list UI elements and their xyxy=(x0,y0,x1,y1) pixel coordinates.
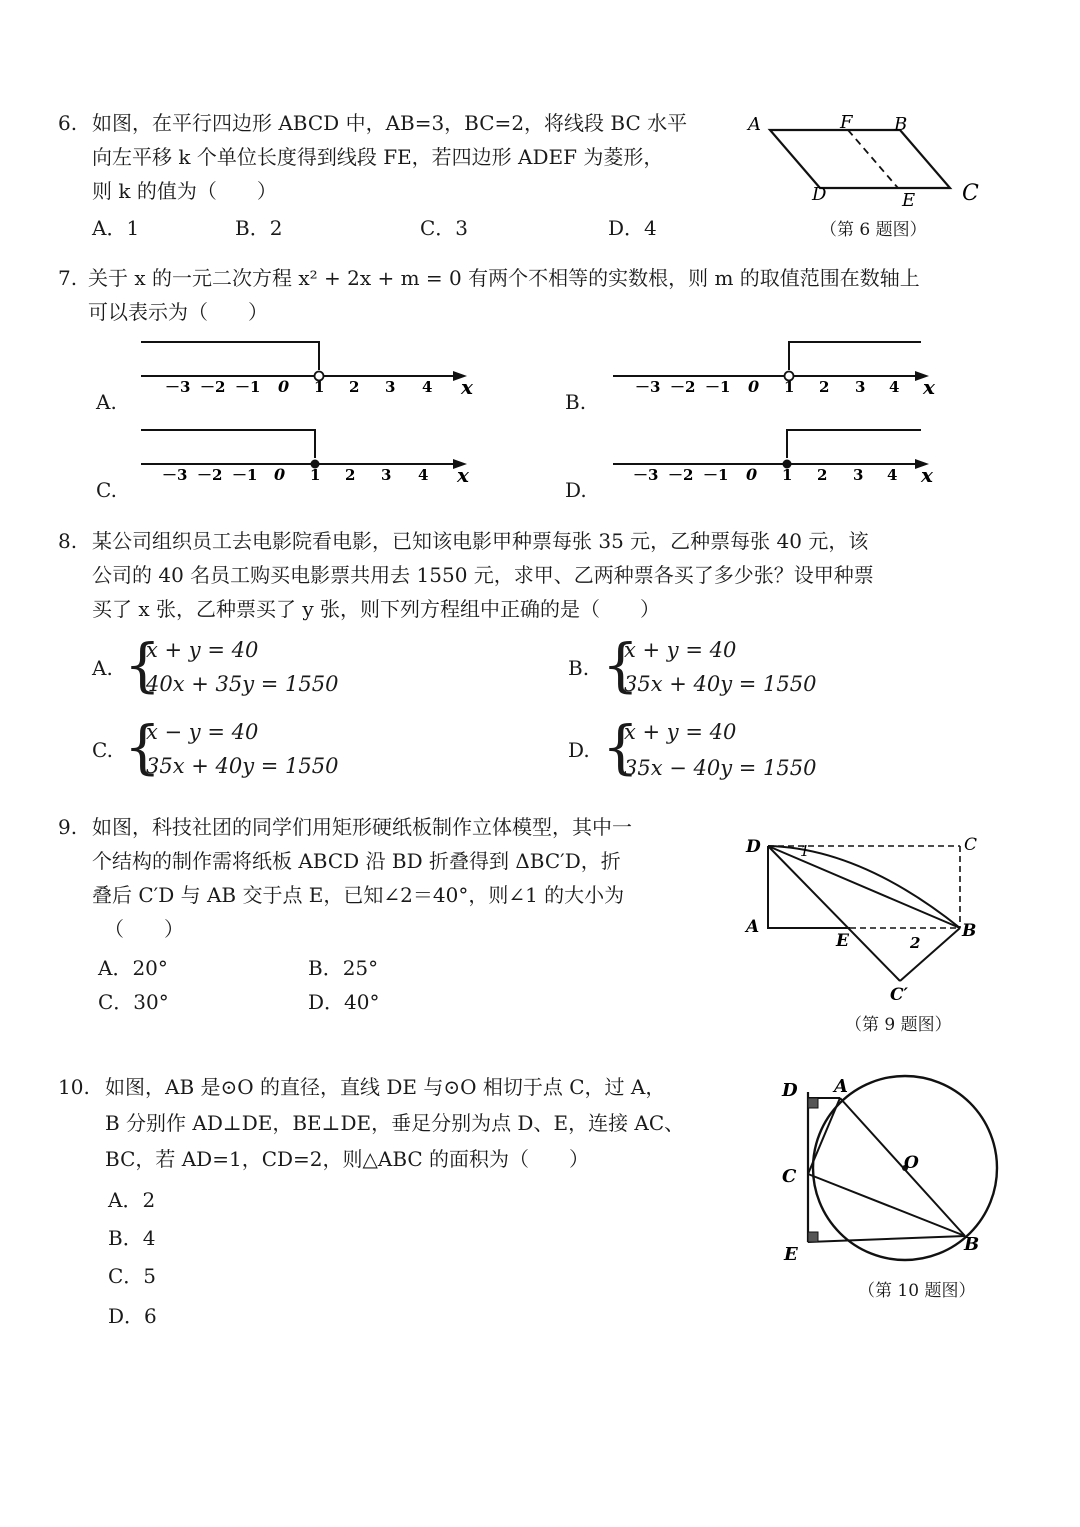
q6-caption: （第 6 题图） xyxy=(820,220,927,240)
q9-caption: （第 9 题图） xyxy=(845,1015,952,1035)
q6-number: 6. xyxy=(58,111,78,135)
q6-segment-fe xyxy=(848,130,898,188)
q8-b-eq2: 35x + 40y = 1550 xyxy=(624,672,817,696)
q8-option-c[interactable]: C. xyxy=(92,738,113,762)
q8-line-2: 公司的 40 名员工购买电影票共用去 1550 元，求甲、乙两种票各买了多少张？设甲种票 xyxy=(92,563,874,587)
q10-segment-bc xyxy=(808,1174,965,1236)
q10-line-1: 如图，AB 是⊙O 的直径，直线 DE 与⊙O 相切于点 C，过 A， xyxy=(105,1075,666,1099)
q8-c-eq1: x − y = 40 xyxy=(146,720,259,744)
q6-option-a[interactable]: A．1 xyxy=(92,216,140,240)
q7c-tick: 2 xyxy=(345,466,356,484)
q7b-tick: 4 xyxy=(889,378,900,396)
q9-label-c: C xyxy=(964,835,978,855)
q7c-tick: －2 xyxy=(197,466,223,484)
q10-label-d: D xyxy=(782,1080,798,1101)
q6-option-d[interactable]: D．4 xyxy=(608,216,657,240)
q9-number: 9. xyxy=(58,815,78,839)
q7c-tick: 3 xyxy=(381,466,392,484)
q9-label-a: A xyxy=(746,917,760,937)
q7d-tick: －1 xyxy=(703,466,729,484)
q6-label-a: A xyxy=(748,114,761,135)
q10-label-e: E xyxy=(784,1244,798,1265)
q8-d-brace: { xyxy=(602,713,639,781)
q10-segment-ac xyxy=(808,1098,840,1174)
q7d-tick: 3 xyxy=(853,466,864,484)
q8-b-eq1: x + y = 40 xyxy=(624,638,737,662)
q7a-tick: 0 xyxy=(278,377,290,396)
q6-line-2: 向左平移 k 个单位长度得到线段 FE，若四边形 ADEF 为菱形， xyxy=(92,145,664,169)
q7b-tick: －3 xyxy=(635,378,661,396)
q7d-range xyxy=(787,430,921,458)
q10-line-3: BC，若 AD=1，CD=2，则△ABC 的面积为（ ） xyxy=(105,1147,590,1171)
q8-line-1: 某公司组织员工去电影院看电影，已知该电影甲种票每张 35 元，乙种票每张 40 元，该 xyxy=(92,529,869,553)
q9-line-1: 如图，科技社团的同学们用矩形硬纸板制作立体模型，其中一 xyxy=(92,815,632,839)
q7c-tick: －3 xyxy=(162,466,188,484)
q10-caption: （第 10 题图） xyxy=(858,1281,976,1301)
q9-label-angle2: 2 xyxy=(910,934,921,952)
q9-label-b: B xyxy=(962,921,977,941)
q7d-tick: －3 xyxy=(633,466,659,484)
q7-option-d[interactable]: D. xyxy=(565,478,587,502)
q10-right-angle-d xyxy=(808,1098,818,1108)
q7-numberline-b xyxy=(607,330,957,410)
q7-numberline-d xyxy=(607,418,957,498)
q10-label-b: B xyxy=(964,1234,980,1255)
q9-option-c[interactable]: C．30° xyxy=(98,990,169,1014)
q9-label-cprime: C′ xyxy=(890,985,909,1005)
q9-label-angle1: 1 xyxy=(800,842,810,860)
q10-label-c: C xyxy=(782,1166,797,1187)
q7-option-a[interactable]: A. xyxy=(96,390,117,414)
q10-right-angle-e xyxy=(808,1232,818,1242)
q7a-tick: －3 xyxy=(165,378,191,396)
q6-parallelogram xyxy=(770,130,950,188)
q7c-tick: 4 xyxy=(418,466,429,484)
q7d-tick: 0 xyxy=(746,465,758,484)
q10-segment-be xyxy=(808,1236,965,1242)
q10-label-a: A xyxy=(834,1076,848,1097)
q8-a-eq2: 40x + 35y = 1550 xyxy=(146,672,339,696)
q7-option-c[interactable]: C. xyxy=(96,478,117,502)
q8-d-eq1: x + y = 40 xyxy=(624,720,737,744)
q10-line-2: B 分别作 AD⊥DE，BE⊥DE，垂足分别为点 D、E，连接 AC、 xyxy=(105,1111,685,1135)
q8-option-b[interactable]: B. xyxy=(568,656,590,680)
q7d-tick: －2 xyxy=(668,466,694,484)
q7b-range xyxy=(789,342,921,370)
q9-option-b[interactable]: B．25° xyxy=(308,956,379,980)
q6-label-e: E xyxy=(902,190,916,211)
q7c-tick: 1 xyxy=(310,466,321,484)
q7-option-b[interactable]: B. xyxy=(565,390,587,414)
q7d-tick: 1 xyxy=(782,466,793,484)
q7c-tick: －1 xyxy=(232,466,258,484)
q7a-tick: 1 xyxy=(314,378,325,396)
q6-label-f: F xyxy=(840,112,853,133)
q10-option-a[interactable]: A．2 xyxy=(108,1188,156,1212)
q7a-tick: 4 xyxy=(422,378,433,396)
q7b-axis-label: x xyxy=(923,375,935,399)
q7d-tick: 2 xyxy=(817,466,828,484)
q7b-tick: －2 xyxy=(670,378,696,396)
q9-diagonal-bd xyxy=(768,846,960,928)
q10-label-o: O xyxy=(904,1153,919,1173)
q7-line-1: 关于 x 的一元二次方程 x² + 2x + m = 0 有两个不相等的实数根，则 m 的取值范围在数轴上 xyxy=(88,266,920,290)
q7b-tick: 3 xyxy=(855,378,866,396)
q8-number: 8. xyxy=(58,529,78,553)
q7-numberline-a xyxy=(135,330,485,410)
q8-a-brace: { xyxy=(124,631,161,699)
q8-a-eq1: x + y = 40 xyxy=(146,638,259,662)
q7a-tick: －2 xyxy=(200,378,226,396)
q6-option-b[interactable]: B．2 xyxy=(235,216,283,240)
q7a-range xyxy=(141,342,319,370)
q7a-tick: 2 xyxy=(349,378,360,396)
q7a-axis-label: x xyxy=(461,375,473,399)
q7b-tick: 0 xyxy=(748,377,760,396)
q6-label-b: B xyxy=(894,114,908,135)
q9-figure xyxy=(740,828,990,1008)
q8-c-brace: { xyxy=(124,713,161,781)
q10-option-d[interactable]: D．6 xyxy=(108,1304,157,1328)
q8-d-eq2: 35x − 40y = 1550 xyxy=(624,756,817,780)
q6-line-1: 如图，在平行四边形 ABCD 中，AB=3，BC=2，将线段 BC 水平 xyxy=(92,111,688,135)
q9-label-d: D xyxy=(746,837,761,857)
q7-number: 7. xyxy=(58,266,78,290)
q7b-tick: 1 xyxy=(784,378,795,396)
q9-edge-cprimeb xyxy=(900,928,960,981)
q10-figure xyxy=(770,1070,1000,1270)
q9-option-a[interactable]: A．20° xyxy=(98,956,168,980)
q7c-range xyxy=(141,430,315,458)
q6-figure xyxy=(740,108,1000,214)
q10-option-c[interactable]: C．5 xyxy=(108,1264,157,1288)
q8-line-3: 买了 x 张，乙种票买了 y 张，则下列方程组中正确的是（ ） xyxy=(92,597,661,621)
q7c-tick: 0 xyxy=(274,465,286,484)
q9-line-2: 个结构的制作需将纸板 ABCD 沿 BD 折叠得到 ΔBC′D，折 xyxy=(92,849,621,873)
q7b-tick: 2 xyxy=(819,378,830,396)
q6-line-3: 则 k 的值为（ ） xyxy=(92,179,277,203)
q6-option-c[interactable]: C．3 xyxy=(420,216,469,240)
q6-label-c: C xyxy=(962,181,979,206)
q7d-axis-label: x xyxy=(921,463,933,487)
q9-line-3: 叠后 C′D 与 AB 交于点 E，已知∠2＝40°，则∠1 的大小为 xyxy=(92,883,625,907)
q8-option-a[interactable]: A. xyxy=(92,656,113,680)
q7d-tick: 4 xyxy=(887,466,898,484)
q7b-tick: －1 xyxy=(705,378,731,396)
q10-number: 10. xyxy=(58,1075,90,1099)
q8-c-eq2: 35x + 40y = 1550 xyxy=(146,754,339,778)
q7a-tick: 3 xyxy=(385,378,396,396)
q10-option-b[interactable]: B．4 xyxy=(108,1226,156,1250)
q7a-tick: －1 xyxy=(235,378,261,396)
q9-label-e: E xyxy=(836,931,849,951)
q7-line-2: 可以表示为（ ） xyxy=(88,300,268,324)
q9-edge-dcprime xyxy=(768,846,900,981)
q7-numberline-c xyxy=(135,418,485,498)
q9-option-d[interactable]: D．40° xyxy=(308,990,380,1014)
q7c-axis-label: x xyxy=(457,463,469,487)
q8-b-brace: { xyxy=(602,631,639,699)
q8-option-d[interactable]: D. xyxy=(568,738,590,762)
q6-label-d: D xyxy=(812,184,827,205)
q9-line-4: （ ） xyxy=(104,917,184,941)
